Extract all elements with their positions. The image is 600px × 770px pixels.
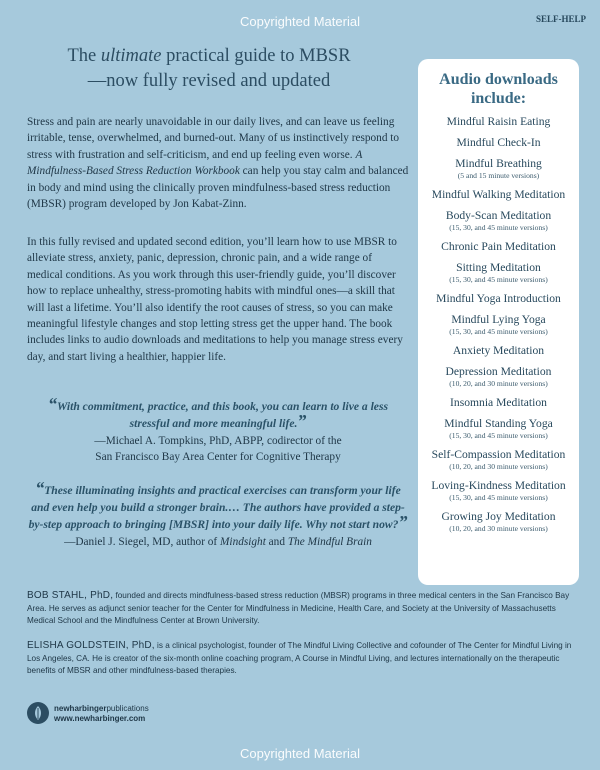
- audio-track-name: Mindful Breathing: [455, 157, 542, 170]
- quote-1-attribution-1: —Michael A. Tompkins, PhD, ABPP, codirector of the: [94, 435, 342, 447]
- headline-line2: —now fully revised and updated: [87, 71, 331, 91]
- quote-1-text: With commitment, practice, and this book, you can learn to live a less stressful and more meaningful life.: [57, 400, 388, 430]
- publisher-name: [54, 704, 149, 724]
- author-bio-2: [27, 640, 577, 678]
- audio-track-note: (5 and 15 minute versions): [457, 171, 540, 180]
- category-label: SELF-HELP: [535, 14, 586, 24]
- author-bio-1-text: founded and directs mindfulness-based stress reduction (MBSR) programs in three medical centers in the San Francisco Bay Area. He serves as adjunct senior teacher for the Center for Mindfulness in Medicine, Health Care, and Society at the University of Massachusetts Medical School and the Mindfulness Center at Brown University.: [27, 591, 570, 625]
- attr-pre: —Daniel J. Siegel, MD, author of: [64, 536, 221, 548]
- headline-line1: [14, 44, 404, 69]
- audio-track-item: [418, 447, 579, 472]
- audio-track-name: Sitting Meditation: [456, 261, 541, 274]
- audio-track-name: Mindful Lying Yoga: [451, 313, 546, 326]
- publisher-url: www.newharbinger.com: [54, 714, 146, 723]
- audio-track-note: (15, 30, and 45 minute versions): [449, 431, 548, 440]
- audio-track-note: (10, 20, and 30 minute versions): [449, 462, 548, 471]
- audio-track-item: [418, 312, 579, 337]
- audio-track-name: Anxiety Meditation: [452, 344, 545, 357]
- audio-track-name: Mindful Standing Yoga: [444, 417, 553, 430]
- audio-track-item: [418, 291, 579, 306]
- audio-track-name: Loving-Kindness Meditation: [431, 479, 566, 492]
- headline-emphasis: ultimate: [100, 46, 162, 66]
- desc-p1-text: Stress and pain are nearly unavoidable in our daily lives, and can leave us feeling irritable, tense, overwhelmed, and burned-out. Many of us instinctively respond to stress with frustration and self-criticism, and end up feeling even worse.: [27, 116, 400, 161]
- audio-track-name: Chronic Pain Meditation: [441, 240, 556, 253]
- audio-track-note: (15, 30, and 45 minute versions): [449, 327, 548, 336]
- attr-book-1: Mindsight: [220, 536, 266, 548]
- publisher-logo-icon: [27, 702, 49, 724]
- audio-track-item: [418, 260, 579, 285]
- desc-p2-text: In this fully revised and updated second edition, you’ll learn how to use MBSR to alleviate stress, anxiety, panic, depression, chronic pain, and a wide range of medical conditions. As you work through this user-friendly guide, you’ll discover how to replace unhealthy, stress-promoting habits with mindful ones—a skill that will last a lifetime. You’ll also identify the root causes of stress, so you can make meaningful lifestyle changes and stop letting stress get the upper hand. The book includes links to audio downloads and meditations to help you manage stress every day, and start living a healthier, happier life.: [27, 236, 403, 363]
- watermark-bottom: Copyrighted Material: [240, 746, 360, 761]
- audio-track-item: [418, 239, 579, 254]
- audio-track-note: (10, 20, and 30 minute versions): [449, 524, 548, 533]
- audio-track-item: [418, 187, 579, 202]
- headline-post: practical guide to MBSR: [161, 46, 351, 66]
- endorsement-quote-1: [27, 394, 409, 465]
- close-quote-mark: ”: [398, 512, 408, 532]
- attr-mid: and: [265, 536, 288, 548]
- audio-track-name: Body-Scan Meditation: [445, 209, 552, 222]
- audio-track-note: (15, 30, and 45 minute versions): [449, 223, 548, 232]
- quote-1-text-block: [27, 394, 409, 432]
- audio-downloads-panel: [418, 59, 579, 585]
- audio-track-name: Mindful Walking Meditation: [431, 188, 566, 201]
- audio-track-item: [418, 395, 579, 410]
- audio-track-note: (10, 20, and 30 minute versions): [449, 379, 548, 388]
- audio-track-name: Mindful Yoga Introduction: [436, 292, 561, 305]
- publisher-name-rest: publications: [106, 704, 149, 713]
- audio-track-item: [418, 364, 579, 389]
- publisher-logo: [27, 701, 247, 727]
- attr-book-2: The Mindful Brain: [287, 536, 372, 548]
- open-quote-mark: “: [35, 478, 45, 498]
- close-quote-mark: ”: [297, 411, 307, 431]
- audio-track-list: [418, 114, 579, 534]
- audio-track-note: (15, 30, and 45 minute versions): [449, 275, 548, 284]
- audio-track-item: [418, 416, 579, 441]
- audio-track-item: [418, 156, 579, 181]
- audio-track-name: Growing Joy Meditation: [441, 510, 556, 523]
- audio-panel-title: Audio downloads include:: [439, 71, 558, 107]
- author-bio-1: [27, 590, 577, 628]
- quote-2-attribution: [27, 534, 409, 550]
- audio-track-item: [418, 509, 579, 534]
- audio-track-item: [418, 114, 579, 129]
- quote-1-attribution-2: San Francisco Bay Area Center for Cognitive Therapy: [95, 451, 341, 463]
- audio-track-item: [418, 343, 579, 358]
- author-bio-2-text: is a clinical psychologist, founder of The Mindful Living Collective and cofounder of The Center for Mindful Living in Los Angeles, CA. He is creator of the six-month online coaching program, A Course in Mindful Living, and lectures internationally on the therapeutic benefits of MBSR and other mindfulness-based therapies.: [27, 641, 572, 675]
- quote-2-text: These illuminating insights and practical exercises can transform your life and even help you build a stronger brain.… The authors have provided a step-by-step approach to bringing [MBSR] into your daily life. Why not start now?: [28, 484, 405, 531]
- publisher-name-bold: newharbinger: [54, 704, 107, 713]
- audio-track-item: [418, 208, 579, 233]
- watermark-top: Copyrighted Material: [240, 14, 360, 29]
- audio-track-name: Insomnia Meditation: [450, 396, 547, 409]
- audio-track-item: [418, 135, 579, 150]
- headline-pre: The: [67, 46, 101, 66]
- audio-track-note: (15, 30, and 45 minute versions): [449, 493, 548, 502]
- desc-p1-text-2: can help you stay calm and balanced in body and mind using the clinically proven mindfulness-based stress reduction (MBSR) program developed by Jon Kabat-Zinn.: [27, 165, 409, 211]
- endorsement-quote-2: [27, 478, 409, 550]
- audio-track-name: Mindful Raisin Eating: [446, 115, 551, 128]
- desc-book-title: A Mindfulness-Based Stress Reduction Workbook: [27, 148, 363, 178]
- quote-2-text-block: [27, 478, 409, 533]
- description-paragraph-1: [27, 114, 409, 212]
- audio-track-name: Depression Meditation: [445, 365, 552, 378]
- description-paragraph-2: [27, 234, 409, 365]
- author-name-2: ELISHA GOLDSTEIN, PhD,: [27, 640, 155, 651]
- open-quote-mark: “: [48, 394, 58, 414]
- audio-track-name: Self-Compassion Meditation: [431, 448, 566, 461]
- author-name-1: BOB STAHL, PhD,: [27, 590, 114, 601]
- audio-track-name: Mindful Check-In: [456, 136, 541, 149]
- audio-track-item: [418, 478, 579, 503]
- headline: [14, 44, 404, 94]
